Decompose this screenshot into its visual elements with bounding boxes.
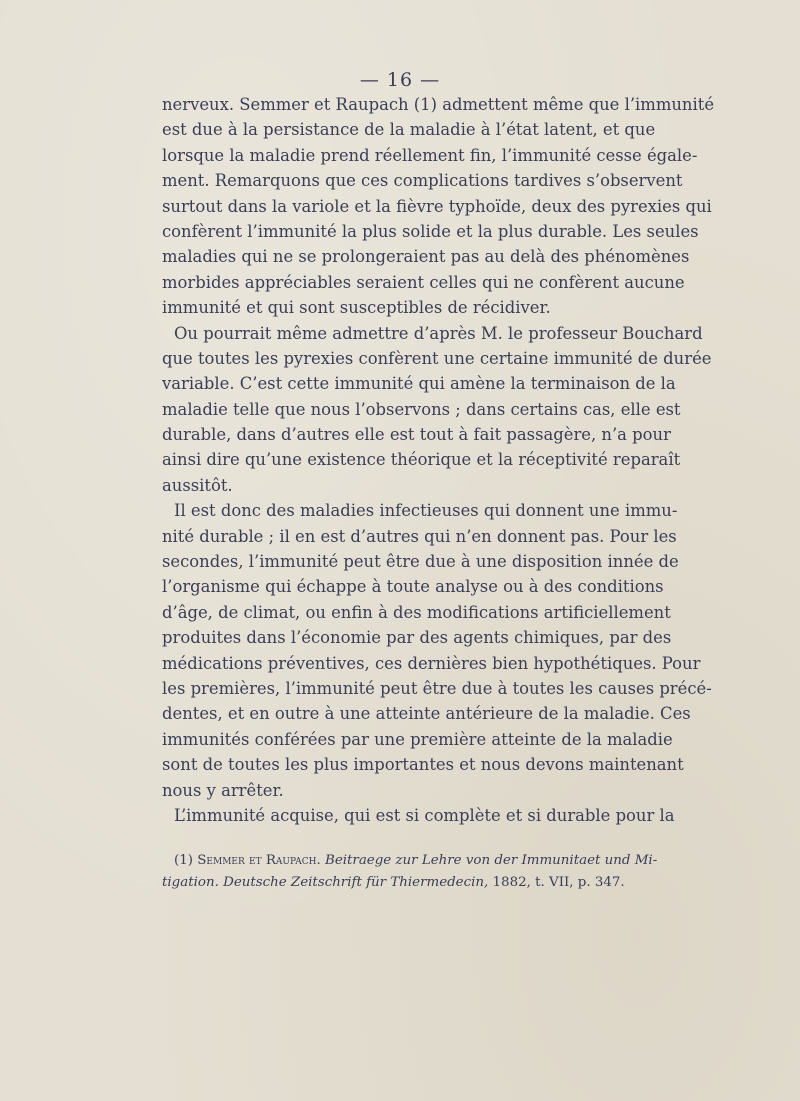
footnote-title: Beitraege zur Lehre von der Immunitaet und Mi- [320,853,658,868]
text-line: aussitôt. [162,475,233,495]
text-line: ment. Remarquons que ces complications tardives s’observent [162,171,683,191]
text-line: maladie telle que nous l’observons ; dans certains cas, elle est [162,399,681,419]
text-line: variable. C’est cette immunité qui amène la terminaison de la [162,374,676,394]
footnote [162,850,658,894]
text-line: que toutes les pyrexies confèrent une certaine immunité de durée [162,348,712,368]
text-line: est due à la persistance de la maladie à l’état latent, et que [162,120,656,140]
text-line: les premières, l’immunité peut être due à toutes les causes précé- [162,678,712,698]
page-number: — 16 — [359,69,441,91]
text-line: Ou pourrait même admettre d’après M. le professeur Bouchard [174,323,703,343]
text-line: produites dans l’économie par des agents chimiques, par des [162,628,672,648]
text-line: Il est donc des maladies infectieuses qui donnent une immu- [174,501,678,521]
footnote-title-cont: tigation. Deutsche Zeitschrift für Thiermedecin, [162,875,489,890]
text-line: dentes, et en outre à une atteinte antérieure de la maladie. Ces [162,704,691,724]
text-line: nerveux. Semmer et Raupach (1) admettent même que l’immunité [162,95,715,114]
text-line: d’âge, de climat, ou enfin à des modifications artificiellement [162,602,671,622]
text-line: médications préventives, ces dernières bien hypothétiques. Pour [162,653,701,673]
text-line: sont de toutes les plus importantes et nous devons maintenant [162,755,684,775]
text-line: morbides appréciables seraient celles qui ne confèrent aucune [162,272,685,292]
text-line: L’immunité acquise, qui est si complète et si durable pour la [174,805,675,825]
text-line: confèrent l’immunité la plus solide et la plus durable. Les seules [162,221,699,241]
text-line: ainsi dire qu’une existence théorique et la réceptivité reparaît [162,450,681,470]
text-line: l’organisme qui échappe à toute analyse ou à des conditions [162,577,664,597]
text-line: maladies qui ne se prolongeraient pas au delà des phénomènes [162,247,690,267]
text-line: immunité et qui sont susceptibles de récidiver. [162,298,551,318]
footnote-marker: (1) [174,853,198,868]
text-line: surtout dans la variole et la fièvre typhoïde, deux des pyrexies qui [162,196,712,216]
footnote-authors: Semmer et Raupach. [197,853,321,868]
text-line: immunités conférées par une première atteinte de la maladie [162,729,673,749]
text-line: nous y arrêter. [162,780,284,800]
text-line: lorsque la maladie prend réellement fin, l’immunité cesse égale- [162,145,698,165]
text-line: durable, dans d’autres elle est tout à fait passagère, n’a pour [162,425,671,445]
footnote-line [162,850,658,872]
footnote-citation: 1882, t. VII, p. 347. [488,875,625,890]
footnote-line [162,872,642,894]
text-line: secondes, l’immunité peut être due à une disposition innée de [162,552,679,572]
body-text [162,92,715,828]
text-line: nité durable ; il en est d’autres qui n’en donnent pas. Pour les [162,526,677,546]
